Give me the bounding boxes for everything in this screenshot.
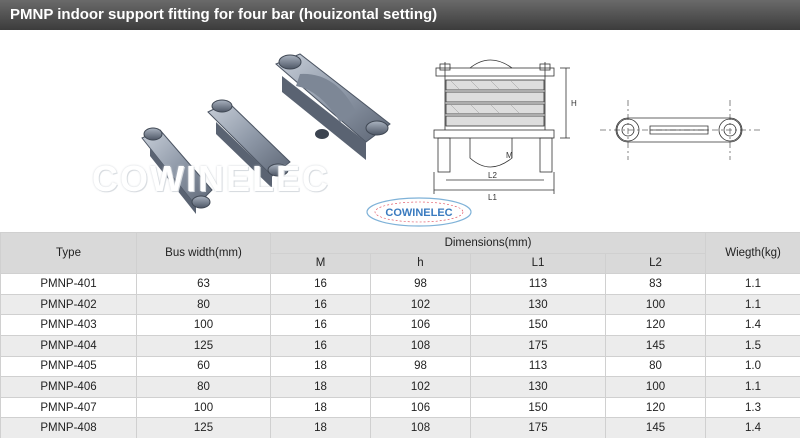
cell-h: 108 bbox=[371, 418, 471, 438]
dimension-label-m: M bbox=[506, 151, 513, 160]
table-row bbox=[1, 274, 800, 295]
column-header-l1: L1 bbox=[471, 253, 606, 274]
cell-bus-width: 80 bbox=[137, 377, 271, 398]
cell-l1: 150 bbox=[471, 315, 606, 336]
cell-weight: 1.4 bbox=[706, 418, 800, 438]
cell-bus-width: 100 bbox=[137, 315, 271, 336]
cell-type: PMNP-403 bbox=[1, 315, 137, 336]
specifications-table bbox=[0, 232, 800, 438]
cell-l1: 150 bbox=[471, 397, 606, 418]
cell-type: PMNP-407 bbox=[1, 397, 137, 418]
cell-l1: 175 bbox=[471, 418, 606, 438]
column-header-m: M bbox=[271, 253, 371, 274]
cell-h: 106 bbox=[371, 397, 471, 418]
cell-type: PMNP-408 bbox=[1, 418, 137, 438]
cell-weight: 1.3 bbox=[706, 397, 800, 418]
dimension-label-h: H bbox=[571, 99, 577, 108]
cell-bus-width: 125 bbox=[137, 418, 271, 438]
table-row bbox=[1, 377, 800, 398]
cell-l1: 130 bbox=[471, 377, 606, 398]
cell-weight: 1.5 bbox=[706, 335, 800, 356]
cell-weight: 1.1 bbox=[706, 294, 800, 315]
cell-type: PMNP-401 bbox=[1, 274, 137, 295]
cell-m: 18 bbox=[271, 397, 371, 418]
cell-type: PMNP-406 bbox=[1, 377, 137, 398]
product-figure-area bbox=[0, 30, 800, 230]
table-row bbox=[1, 356, 800, 377]
cell-l1: 130 bbox=[471, 294, 606, 315]
brand-logo bbox=[364, 190, 474, 234]
cell-weight: 1.0 bbox=[706, 356, 800, 377]
column-header-l2: L2 bbox=[606, 253, 706, 274]
table-row bbox=[1, 335, 800, 356]
table-row bbox=[1, 294, 800, 315]
column-header-weight: Wiegth(kg) bbox=[706, 233, 800, 274]
cell-bus-width: 125 bbox=[137, 335, 271, 356]
cell-bus-width: 63 bbox=[137, 274, 271, 295]
cell-bus-width: 60 bbox=[137, 356, 271, 377]
top-view-drawing bbox=[600, 100, 760, 160]
cell-h: 102 bbox=[371, 377, 471, 398]
cell-l2: 120 bbox=[606, 397, 706, 418]
cell-h: 98 bbox=[371, 274, 471, 295]
column-header-h: h bbox=[371, 253, 471, 274]
cell-l2: 145 bbox=[606, 335, 706, 356]
cell-l2: 100 bbox=[606, 377, 706, 398]
cell-l2: 80 bbox=[606, 356, 706, 377]
cell-h: 98 bbox=[371, 356, 471, 377]
table-row bbox=[1, 418, 800, 438]
cell-bus-width: 100 bbox=[137, 397, 271, 418]
cell-l2: 100 bbox=[606, 294, 706, 315]
cell-m: 16 bbox=[271, 294, 371, 315]
table-row bbox=[1, 397, 800, 418]
cell-weight: 1.4 bbox=[706, 315, 800, 336]
cell-h: 108 bbox=[371, 335, 471, 356]
dimension-label-l2: L2 bbox=[488, 171, 497, 180]
cell-bus-width: 80 bbox=[137, 294, 271, 315]
column-header-type: Type bbox=[1, 233, 137, 274]
cell-l2: 120 bbox=[606, 315, 706, 336]
watermark: COWINELEC bbox=[92, 158, 330, 199]
cell-l1: 113 bbox=[471, 274, 606, 295]
cell-l2: 83 bbox=[606, 274, 706, 295]
cell-h: 102 bbox=[371, 294, 471, 315]
cell-weight: 1.1 bbox=[706, 377, 800, 398]
cell-m: 18 bbox=[271, 418, 371, 438]
cell-m: 18 bbox=[271, 356, 371, 377]
column-header-bus-width: Bus width(mm) bbox=[137, 233, 271, 274]
cell-m: 16 bbox=[271, 335, 371, 356]
cell-type: PMNP-404 bbox=[1, 335, 137, 356]
cell-m: 18 bbox=[271, 377, 371, 398]
cell-m: 16 bbox=[271, 315, 371, 336]
page-title: PMNP indoor support fitting for four bar (houizontal setting) bbox=[0, 0, 800, 30]
cell-m: 16 bbox=[271, 274, 371, 295]
cell-l2: 145 bbox=[606, 418, 706, 438]
cell-h: 106 bbox=[371, 315, 471, 336]
brand-logo-text: COWINELEC bbox=[385, 207, 453, 219]
cell-l1: 175 bbox=[471, 335, 606, 356]
table-row bbox=[1, 315, 800, 336]
cell-type: PMNP-405 bbox=[1, 356, 137, 377]
cell-weight: 1.1 bbox=[706, 274, 800, 295]
dimension-label-l1: L1 bbox=[488, 193, 497, 202]
cell-l1: 113 bbox=[471, 356, 606, 377]
cell-type: PMNP-402 bbox=[1, 294, 137, 315]
column-header-dimensions: Dimensions(mm) bbox=[271, 233, 706, 254]
